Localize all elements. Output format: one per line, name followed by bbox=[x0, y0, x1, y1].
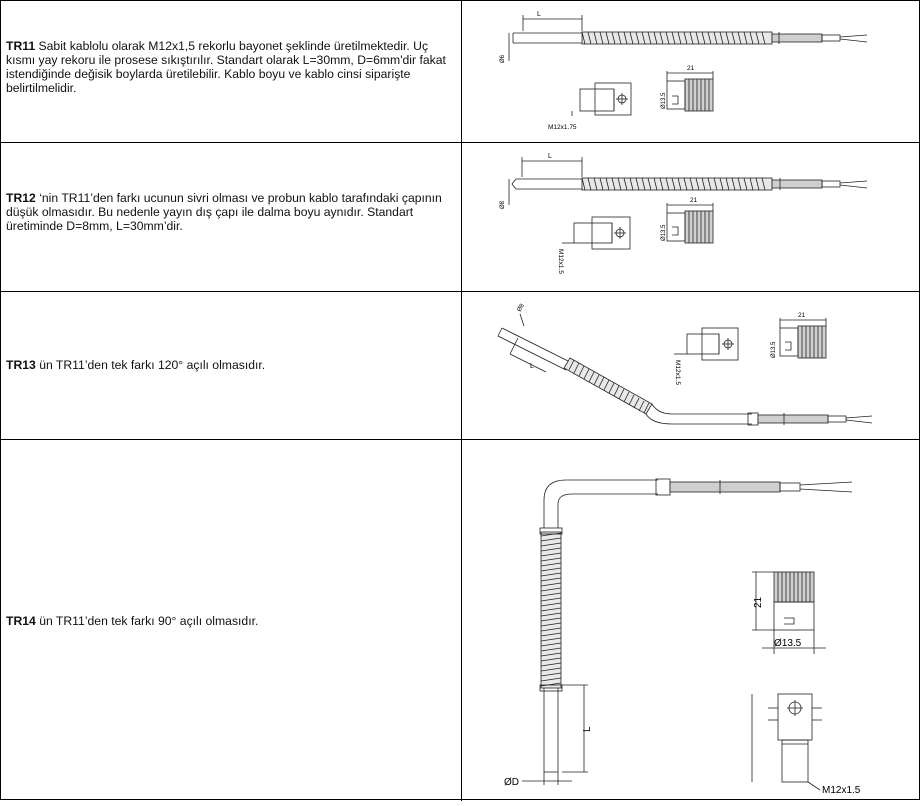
tr14-length-label: L bbox=[582, 726, 593, 732]
tr13-bore-label: Ø13.5 bbox=[771, 341, 777, 358]
tr14-width-label: 21 bbox=[753, 596, 764, 608]
tr11-bore-label: Ø13.5 bbox=[661, 92, 667, 109]
tr11-width-label: 21 bbox=[687, 65, 695, 72]
tr13-description bbox=[6, 358, 456, 372]
tr13-length-label: L bbox=[530, 363, 534, 370]
tr12-technical-drawing bbox=[462, 143, 920, 292]
tr11-technical-drawing bbox=[462, 1, 920, 143]
tr13-technical-drawing bbox=[462, 292, 920, 440]
tr14-drawing bbox=[462, 440, 920, 801]
tr11-thread-label: M12x1.75 bbox=[548, 124, 577, 131]
tr14-diameter-label: ØD bbox=[504, 777, 519, 788]
column-divider bbox=[461, 1, 462, 801]
tr12-code: TR12 bbox=[6, 191, 36, 205]
tr12-length-label: L bbox=[548, 153, 552, 160]
tr14-technical-drawing bbox=[462, 440, 920, 801]
tr11-spring bbox=[582, 32, 772, 44]
tr11-description bbox=[6, 39, 456, 95]
tr11-code: TR11 bbox=[6, 39, 36, 53]
tr14-code: TR14 bbox=[6, 614, 36, 628]
tr11-diameter-label: Ø6 bbox=[500, 54, 506, 63]
tr13-thread-label: M12x1.5 bbox=[674, 360, 681, 385]
tr14-text: ün TR11’den tek farkı 90° açılı olmasıdır. bbox=[35, 614, 259, 628]
tr12-description bbox=[6, 191, 456, 233]
tr12-width-label: 21 bbox=[690, 197, 698, 204]
tr12-drawing bbox=[462, 143, 920, 292]
tr13-drawing bbox=[462, 292, 920, 440]
tr12-text: ‘nin TR11’den farkı ucunun sivri olması ve probun kablo tarafındaki çapının düşük olmasıdır. Bu nedenle yayın dış çapı ile dalma boyu aynıdır. Standart üretiminde D=8mm, L=30mm’dir. bbox=[6, 191, 442, 233]
tr12-thread-label: M12x1.5 bbox=[557, 249, 564, 274]
tr14-thread-label: M12x1.5 bbox=[822, 785, 861, 796]
tr13-width-label: 21 bbox=[798, 312, 806, 319]
tr13-text: ün TR11’den tek farkı 120° açılı olmasıdır. bbox=[35, 358, 266, 372]
tr11-drawing bbox=[462, 1, 920, 143]
tr14-description bbox=[6, 614, 456, 628]
tr12-bore-label: Ø13.5 bbox=[661, 224, 667, 241]
tr12-diameter-label: Ø8 bbox=[500, 200, 506, 209]
tr11-text: Sabit kablolu olarak M12x1,5 rekorlu bayonet şeklinde üretilmektedir. Uç kısmı yay rekoru ile prosese sıkıştırılır. Standart olarak L=30mm, D=6mm'dir fakat istendiğinde değisik boylarda üretilebilir. Kablo boyu ve kablo cinsi siparişte belirtilmelidir. bbox=[6, 39, 446, 95]
tr14-bore-label: Ø13.5 bbox=[774, 638, 802, 649]
tr13-diameter-label: Ø8 bbox=[516, 303, 526, 313]
tr13-code: TR13 bbox=[6, 358, 36, 372]
tr11-length-label: L bbox=[537, 11, 541, 18]
